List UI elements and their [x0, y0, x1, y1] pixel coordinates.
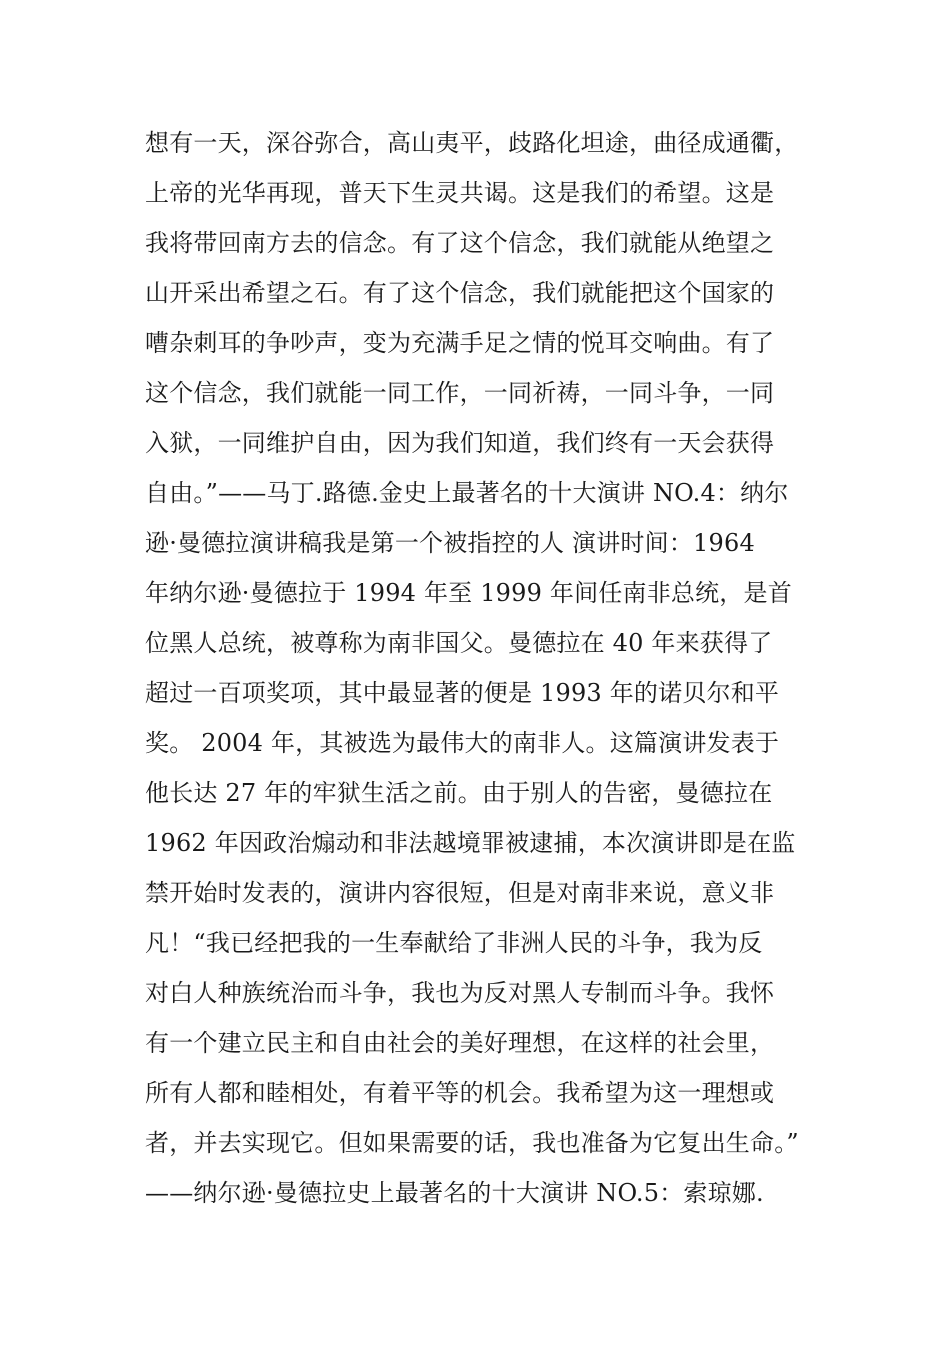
- text-line: 上帝的光华再现，普天下生灵共谒。这是我们的希望。这是: [145, 179, 775, 207]
- text-line: 禁开始时发表的，演讲内容很短，但是对南非来说，意义非: [145, 879, 775, 907]
- text-line: 入狱，一同维护自由，因为我们知道，我们终有一天会获得: [145, 429, 775, 457]
- text-line: 他长达 27 年的牢狱生活之前。由于别人的告密，曼德拉在: [145, 779, 773, 807]
- text-line: 嘈杂刺耳的争吵声，变为充满手足之情的悦耳交响曲。有了: [145, 329, 775, 357]
- text-line: 自由。”——马丁.路德.金史上最著名的十大演讲 NO.4：纳尔: [145, 479, 789, 507]
- text-line: 对白人种族统治而斗争，我也为反对黑人专制而斗争。我怀: [145, 979, 775, 1007]
- text-line: 奖。 2004 年，其被选为最伟大的南非人。这篇演讲发表于: [145, 729, 780, 757]
- text-line: 有一个建立民主和自由社会的美好理想，在这样的社会里，: [145, 1029, 775, 1057]
- text-line: 年纳尔逊·曼德拉于 1994 年至 1999 年间任南非总统，是首: [145, 579, 792, 607]
- body-text: [145, 118, 825, 1218]
- text-line: 想有一天，深谷弥合，高山夷平，歧路化坦途，曲径成通衢，: [145, 129, 799, 157]
- text-line: 山开采出希望之石。有了这个信念，我们就能把这个国家的: [145, 279, 775, 307]
- text-line: 凡！“我已经把我的一生奉献给了非洲人民的斗争，我为反: [145, 929, 763, 957]
- text-line: 位黑人总统，被尊称为南非国父。曼德拉在 40 年来获得了: [145, 629, 773, 657]
- text-line: 者，并去实现它。但如果需要的话，我也准备为它复出生命。”: [145, 1129, 799, 1157]
- text-line: 所有人都和睦相处，有着平等的机会。我希望为这一理想或: [145, 1079, 775, 1107]
- text-line: 我将带回南方去的信念。有了这个信念，我们就能从绝望之: [145, 229, 775, 257]
- text-line: 这个信念，我们就能一同工作，一同祈祷，一同斗争，一同: [145, 379, 775, 407]
- text-line: ——纳尔逊·曼德拉史上最著名的十大演讲 NO.5：索琼娜.: [145, 1179, 764, 1207]
- text-line: 1962 年因政治煽动和非法越境罪被逮捕，本次演讲即是在监: [145, 829, 796, 857]
- text-line: 逊·曼德拉演讲稿我是第一个被指控的人 演讲时间：1964: [145, 529, 755, 557]
- text-line: 超过一百项奖项，其中最显著的便是 1993 年的诺贝尔和平: [145, 679, 780, 707]
